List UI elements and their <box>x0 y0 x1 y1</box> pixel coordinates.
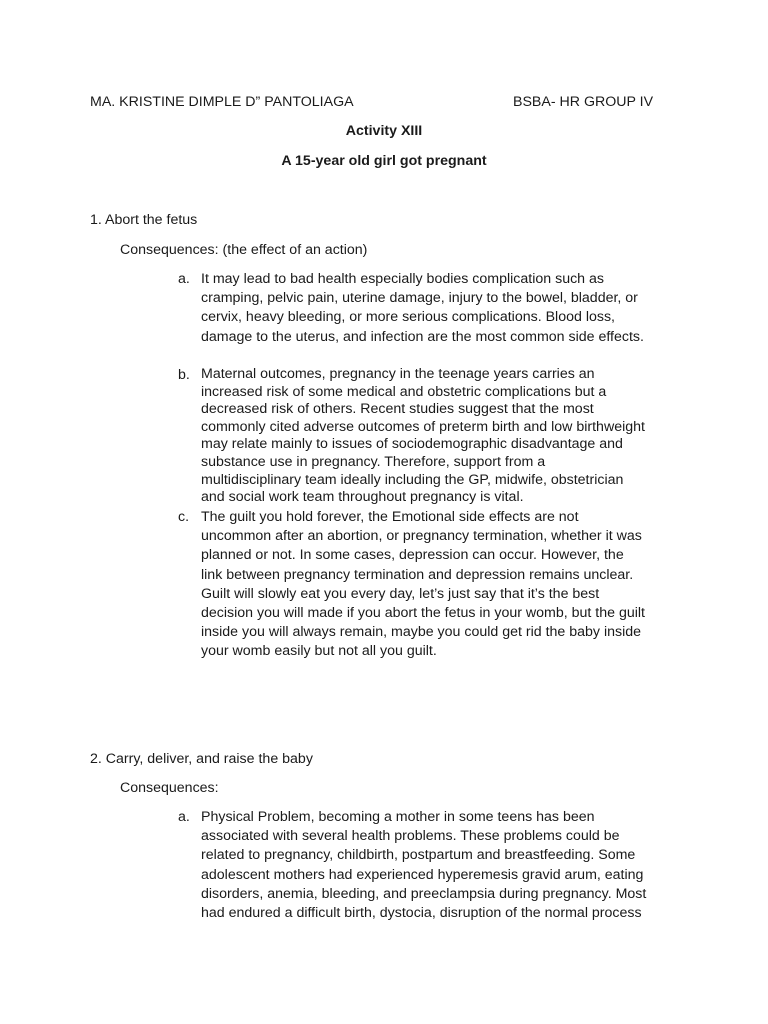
text-line: and social work team throughout pregnancy is vital. <box>201 489 524 506</box>
consequences-label: Consequences: (the effect of an action) <box>120 242 368 258</box>
text-line: Physical Problem, becoming a mother in some teens has been <box>201 809 595 825</box>
text-line: planned or not. In some cases, depression can occur. However, the <box>201 547 624 564</box>
text-line: decreased risk of others. Recent studies suggest that the most <box>201 401 594 418</box>
consequences-label: Consequences: <box>120 780 219 796</box>
text-line: multidisciplinary team ideally including the GP, midwife, obstetrician <box>201 471 624 488</box>
author-name: MA. KRISTINE DIMPLE D” PANTOLIAGA <box>90 94 354 110</box>
text-line: increased risk of some medical and obstetric complications but a <box>201 383 607 400</box>
list-item-text <box>201 366 681 507</box>
text-line: uncommon after an abortion, or pregnancy termination, whether it was <box>201 528 642 545</box>
text-line: associated with several health problems. These problems could be <box>201 828 620 845</box>
text-line: disorders, anemia, bleeding, and preeclampsia during pregnancy. Most <box>201 885 647 902</box>
section-heading-abort: 1. Abort the fetus <box>90 212 198 228</box>
text-line: It may lead to bad health especially bodies complication such as <box>201 271 604 287</box>
document-subtitle: A 15-year old girl got pregnant <box>281 153 487 169</box>
text-line: decision you will made if you abort the fetus in your womb, but the guilt <box>201 605 645 622</box>
list-marker: a. <box>178 809 190 825</box>
text-line: commonly cited adverse outcomes of preterm birth and low birthweight <box>201 418 645 435</box>
text-line: inside you will always remain, maybe you could get rid the baby inside <box>201 624 642 641</box>
text-line: Maternal outcomes, pregnancy in the teenage years carries an <box>201 366 595 382</box>
text-line: cramping, pelvic pain, uterine damage, injury to the bowel, bladder, or <box>201 290 638 307</box>
section-heading-carry: 2. Carry, deliver, and raise the baby <box>90 751 313 767</box>
text-line: link between pregnancy termination and depression remains unclear. <box>201 566 634 583</box>
list-item-text <box>201 270 681 347</box>
text-line: may relate mainly to issues of sociodemographic disadvantage and <box>201 436 623 453</box>
text-line: had endured a difficult birth, dystocia, disruption of the normal process <box>201 905 642 922</box>
list-item-text <box>201 508 681 662</box>
list-marker: b. <box>178 367 190 383</box>
document-title: Activity XIII <box>345 123 423 139</box>
list-marker: a. <box>178 271 190 287</box>
text-line: related to pregnancy, childbirth, postpartum and breastfeeding. Some <box>201 847 636 864</box>
text-line: your womb easily but not all you guilt. <box>201 643 437 660</box>
text-line: cervix, heavy bleeding, or more serious complications. Blood loss, <box>201 309 615 326</box>
text-line: The guilt you hold forever, the Emotional side effects are not <box>201 509 579 525</box>
text-line: Guilt will slowly eat you every day, let’s just say that it’s the best <box>201 585 600 602</box>
group-label: BSBA- HR GROUP IV <box>513 94 654 110</box>
text-line: substance use in pregnancy. Therefore, support from a <box>201 453 546 470</box>
text-line: damage to the uterus, and infection are the most common side effects. <box>201 328 644 345</box>
text-line: adolescent mothers had experienced hyperemesis gravid arum, eating <box>201 866 644 883</box>
list-item-text <box>201 808 681 923</box>
list-marker: c. <box>178 509 190 525</box>
